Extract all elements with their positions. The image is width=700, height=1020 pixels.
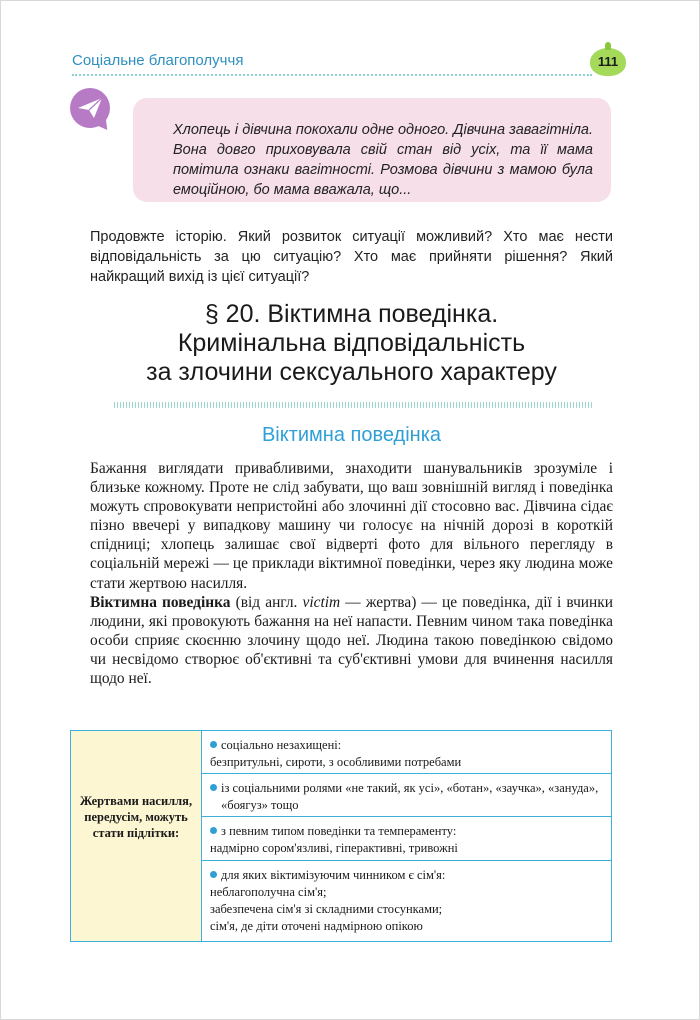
table-row (202, 817, 611, 861)
definition-open: (від англ. (230, 593, 303, 611)
victims-table (70, 730, 612, 942)
row-heading: з певним типом поведінки та темпераменту: (221, 824, 457, 838)
section-title-line3: за злочини сексуального характеру (146, 358, 557, 386)
row-heading: для яких віктимізуючим чинником є сім'я: (221, 868, 446, 882)
row-detail-line: сім'я, де діти оточені надмірною опікою (210, 919, 423, 933)
bullet-icon (210, 827, 217, 834)
row-detail-line: забезпечена сім'я зі складними стосунками; (210, 902, 443, 916)
row-heading: соціально незахищені: (221, 738, 342, 752)
bullet-icon (210, 741, 217, 748)
definition-word: victim (302, 593, 341, 611)
row-heading: із соціальними ролями «не такий, як усі», «ботан», «заучка», «зануда», «боягуз» тощо (221, 781, 599, 812)
section-title-line1: § 20. Віктимна поведінка. (204, 300, 499, 328)
table-label: Жертвами насилля, передусім, можуть стати підлітки: (79, 794, 193, 840)
page-number-badge (590, 48, 626, 76)
table-rows (202, 731, 611, 941)
bullet-icon (210, 871, 217, 878)
table-row (202, 861, 611, 941)
table-label-cell (71, 731, 202, 941)
row-detail-line: неблагополучна сім'я; (210, 885, 327, 899)
body-text (90, 459, 613, 688)
table-row (202, 774, 611, 817)
definition-rest: — жертва) — це поведінка, дії і вчинки людини, які провокують бажання на неї напасти. Певним чином така поведінка особи сприяє скоєнню злочину щодо неї. Людина такою поведінкою свідомо чи несвідомо створює об'єктивні та суб'єктивні умови для вчинення насилля щодо неї. (90, 593, 613, 688)
row-detail: надмірно сором'язливі, гіперактивні, тривожні (210, 841, 458, 855)
story-bubble (133, 98, 611, 202)
definition-term: Віктимна поведінка (90, 593, 231, 611)
section-title (90, 300, 613, 387)
title-divider (114, 402, 592, 408)
discussion-prompt: Продовжте історію. Який розвиток ситуації можливий? Хто має нести відповідальність за цю ситуацію? Хто має прийняти рішення? Який найкращий вихід із цієї ситуації? (90, 229, 613, 285)
running-title: Соціальне благополуччя (72, 52, 244, 69)
story-text: Хлопець і дівчина покохали одне одного. Дівчина завагітніла. Вона довго приховувала свій стан від усіх, та її мама помітила ознаки вагітності. Розмова дівчини з мамою була емоційною, бо мама вважала, що... (173, 122, 593, 198)
section-title-line2: Кримінальна відповідальність (177, 329, 526, 357)
paragraph-2 (90, 593, 613, 688)
paragraph-1: Бажання виглядати привабливими, знаходити шанувальників зрозуміле і близьке кожному. Проте не слід забувати, що ваш зовнішній вигляд і поведінка можуть спровокувати непристойні або злочинні дії стосовно вас. Дівчина сідає пізно ввечері у випадкову машину чи голосує на нічній дорозі в короткій спідниці; хлопець залишає свої відверті фото для вільного перегляду в соціальній мережі — це приклади віктимної поведінки, через яку людина може стати жертвою насилля. (90, 460, 613, 592)
subsection-title: Віктимна поведінка (261, 424, 442, 446)
apple-leaf-icon (605, 42, 611, 50)
row-detail: безпритульні, сироти, з особливими потребами (210, 755, 462, 769)
page-number: 111 (597, 54, 619, 69)
table-row (202, 731, 611, 774)
header-rule (72, 74, 592, 76)
bullet-icon (210, 784, 217, 791)
